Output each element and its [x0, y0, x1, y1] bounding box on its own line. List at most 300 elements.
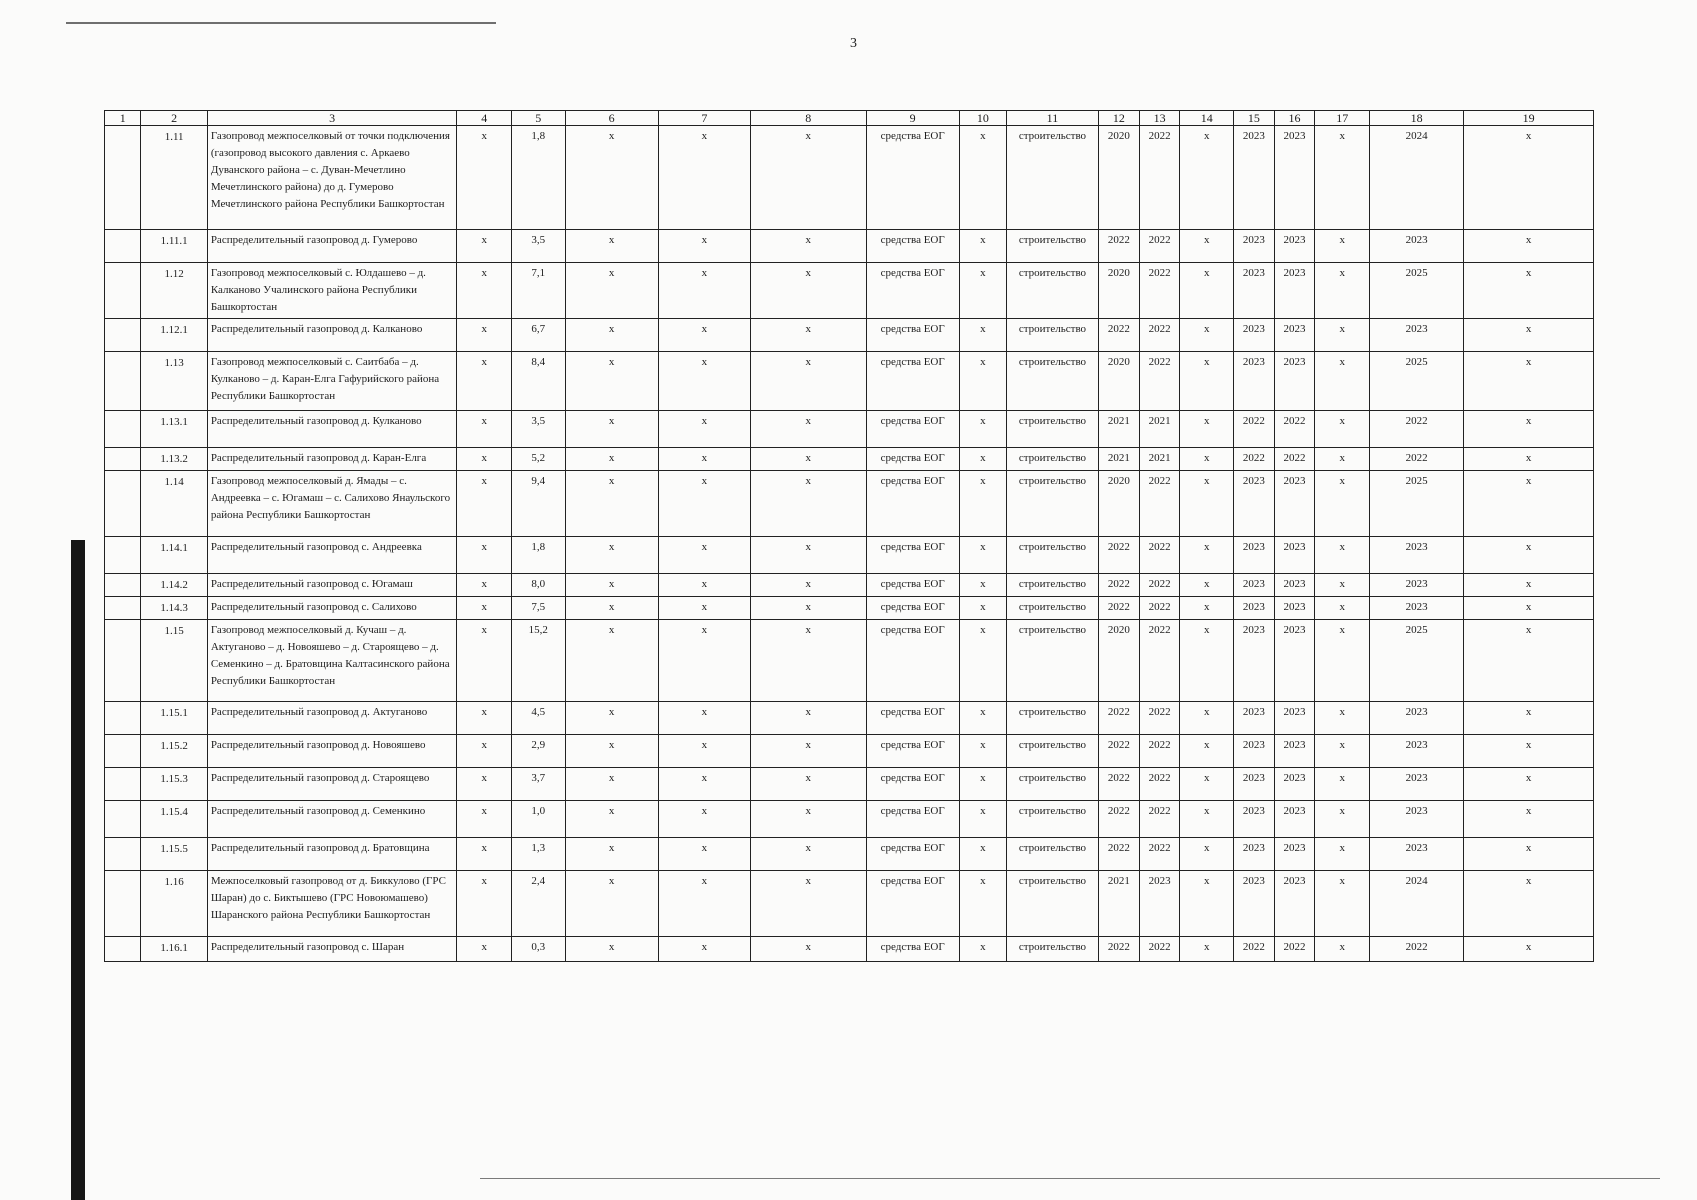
table-cell: x: [1464, 937, 1594, 962]
table-cell: 2023: [1274, 352, 1315, 411]
page-number: 3: [850, 36, 857, 51]
table-cell: x: [658, 838, 750, 871]
row-description-cell: Газопровод межпоселковый д. Кучаш – д. Актуганово – д. Новояшево – д. Староящево – д. Семенкино – д. Братовщина Калтасинского района Республики Башкортостан: [207, 620, 457, 702]
table-row: [105, 448, 1594, 471]
table-cell: 2023: [1274, 597, 1315, 620]
table-cell: x: [658, 230, 750, 263]
table-cell: x: [457, 448, 512, 471]
table-cell: строительство: [1006, 574, 1098, 597]
table-cell: x: [658, 768, 750, 801]
table-cell: x: [959, 735, 1006, 768]
table-cell: 2022: [1139, 126, 1180, 230]
table-cell: средства ЕОГ: [866, 319, 959, 352]
table-cell: x: [750, 574, 866, 597]
row-code-cell: 1.13.2: [141, 448, 207, 471]
table-cell: x: [457, 597, 512, 620]
table-cell: строительство: [1006, 411, 1098, 448]
table-cell: x: [658, 263, 750, 319]
row-description-cell: Газопровод межпоселковый с. Юлдашево – д. Калканово Учалинского района Республики Башкортостан: [207, 263, 457, 319]
table-cell: [105, 263, 141, 319]
table-cell: x: [1180, 871, 1234, 937]
row-code-cell: 1.15.3: [141, 768, 207, 801]
column-header: 12: [1099, 111, 1140, 126]
table-cell: x: [565, 620, 658, 702]
table-cell: [105, 838, 141, 871]
column-header: 1: [105, 111, 141, 126]
row-code-cell: 1.16.1: [141, 937, 207, 962]
table-cell: 2025: [1370, 620, 1464, 702]
table-row: [105, 411, 1594, 448]
table-cell: x: [457, 537, 512, 574]
table-cell: x: [457, 735, 512, 768]
table-cell: 2023: [1274, 574, 1315, 597]
table-cell: x: [565, 471, 658, 537]
table-cell: x: [750, 411, 866, 448]
table-row: [105, 937, 1594, 962]
table-cell: строительство: [1006, 230, 1098, 263]
table-cell: x: [1464, 871, 1594, 937]
row-description-cell: Распределительный газопровод д. Кулканово: [207, 411, 457, 448]
table-cell: 2023: [1233, 471, 1274, 537]
table-cell: [105, 574, 141, 597]
table-cell: x: [959, 230, 1006, 263]
table-cell: строительство: [1006, 448, 1098, 471]
table-cell: [105, 126, 141, 230]
table-cell: x: [1464, 574, 1594, 597]
table-cell: 2023: [1139, 871, 1180, 937]
table-cell: x: [658, 620, 750, 702]
table-cell: средства ЕОГ: [866, 352, 959, 411]
table-cell: строительство: [1006, 768, 1098, 801]
table-cell: x: [1315, 838, 1370, 871]
table-cell: x: [750, 471, 866, 537]
table-cell: x: [565, 597, 658, 620]
table-cell: x: [959, 319, 1006, 352]
row-description-cell: Распределительный газопровод с. Андреевка: [207, 537, 457, 574]
table-cell: средства ЕОГ: [866, 768, 959, 801]
table-cell: строительство: [1006, 537, 1098, 574]
table-cell: 3,5: [512, 411, 566, 448]
table-cell: 2023: [1233, 801, 1274, 838]
table-cell: x: [457, 263, 512, 319]
table-row: [105, 871, 1594, 937]
table-cell: 2,9: [512, 735, 566, 768]
table-cell: x: [959, 871, 1006, 937]
table-cell: x: [565, 801, 658, 838]
row-description-cell: Распределительный газопровод д. Семенкино: [207, 801, 457, 838]
table-cell: 2023: [1274, 537, 1315, 574]
table-cell: 2025: [1370, 263, 1464, 319]
table-cell: 2021: [1139, 411, 1180, 448]
table-cell: [105, 319, 141, 352]
table-row: [105, 574, 1594, 597]
table-cell: x: [1315, 871, 1370, 937]
table-row: [105, 620, 1594, 702]
table-cell: строительство: [1006, 126, 1098, 230]
table-cell: 2023: [1370, 319, 1464, 352]
row-description-cell: Межпоселковый газопровод от д. Биккулово (ГРС Шаран) до с. Биктышево (ГРС Новоюмашево) Шаранского района Республики Башкортостан: [207, 871, 457, 937]
table-row: [105, 838, 1594, 871]
table-cell: 2022: [1139, 230, 1180, 263]
gas-pipeline-table: [104, 110, 1594, 962]
table-cell: x: [1315, 448, 1370, 471]
table-cell: 2023: [1233, 871, 1274, 937]
table-cell: строительство: [1006, 352, 1098, 411]
table-cell: 2022: [1370, 448, 1464, 471]
table-row: [105, 471, 1594, 537]
table-cell: x: [1180, 448, 1234, 471]
table-cell: x: [1315, 597, 1370, 620]
table-cell: 3,7: [512, 768, 566, 801]
table-cell: 2022: [1099, 838, 1140, 871]
table-cell: 2022: [1274, 937, 1315, 962]
table-cell: 2023: [1233, 537, 1274, 574]
table-cell: 2024: [1370, 871, 1464, 937]
table-cell: x: [658, 448, 750, 471]
table-cell: 9,4: [512, 471, 566, 537]
table-cell: x: [1180, 352, 1234, 411]
row-code-cell: 1.14.1: [141, 537, 207, 574]
table-cell: 2023: [1370, 230, 1464, 263]
table-cell: x: [959, 838, 1006, 871]
table-cell: x: [1180, 319, 1234, 352]
table-cell: [105, 352, 141, 411]
table-cell: x: [1180, 411, 1234, 448]
table-cell: 2020: [1099, 352, 1140, 411]
table-cell: x: [565, 352, 658, 411]
table-cell: x: [565, 411, 658, 448]
table-cell: x: [750, 319, 866, 352]
table-cell: x: [959, 620, 1006, 702]
table-cell: x: [1464, 537, 1594, 574]
table-cell: [105, 768, 141, 801]
table-cell: 1,0: [512, 801, 566, 838]
table-cell: 2023: [1274, 871, 1315, 937]
table-cell: средства ЕОГ: [866, 702, 959, 735]
table-cell: 2021: [1099, 871, 1140, 937]
table-cell: x: [1464, 126, 1594, 230]
table-cell: x: [1464, 471, 1594, 537]
table-cell: [105, 937, 141, 962]
table-cell: x: [750, 352, 866, 411]
table-cell: 6,7: [512, 319, 566, 352]
table-cell: x: [750, 871, 866, 937]
table-cell: x: [750, 838, 866, 871]
table-row: [105, 230, 1594, 263]
table-cell: строительство: [1006, 735, 1098, 768]
table-row: [105, 735, 1594, 768]
table-cell: x: [1315, 801, 1370, 838]
table-cell: x: [1464, 263, 1594, 319]
table-cell: 2022: [1139, 937, 1180, 962]
table-cell: x: [1464, 230, 1594, 263]
table-cell: 2023: [1274, 768, 1315, 801]
table-cell: средства ЕОГ: [866, 937, 959, 962]
table-cell: 2023: [1274, 126, 1315, 230]
table-cell: средства ЕОГ: [866, 126, 959, 230]
column-header: 15: [1233, 111, 1274, 126]
table-cell: [105, 471, 141, 537]
table-cell: 2024: [1370, 126, 1464, 230]
table-cell: строительство: [1006, 838, 1098, 871]
table-cell: x: [565, 768, 658, 801]
table-cell: x: [750, 597, 866, 620]
table-cell: x: [1315, 620, 1370, 702]
row-code-cell: 1.14.2: [141, 574, 207, 597]
table-cell: 2023: [1370, 574, 1464, 597]
row-code-cell: 1.12.1: [141, 319, 207, 352]
table-cell: x: [565, 537, 658, 574]
table-cell: средства ЕОГ: [866, 537, 959, 574]
row-code-cell: 1.15.1: [141, 702, 207, 735]
table-cell: x: [658, 352, 750, 411]
table-cell: 2023: [1233, 230, 1274, 263]
table-cell: x: [1180, 537, 1234, 574]
table-cell: x: [457, 230, 512, 263]
table-cell: средства ЕОГ: [866, 801, 959, 838]
table-cell: x: [658, 411, 750, 448]
table-cell: 2023: [1233, 735, 1274, 768]
table-row: [105, 801, 1594, 838]
table-cell: 2020: [1099, 471, 1140, 537]
table-cell: x: [1315, 471, 1370, 537]
table-cell: x: [1315, 263, 1370, 319]
table-cell: x: [959, 597, 1006, 620]
table-cell: x: [565, 838, 658, 871]
table-cell: 2022: [1139, 352, 1180, 411]
table-cell: 2023: [1274, 838, 1315, 871]
table-cell: 8,0: [512, 574, 566, 597]
table-cell: 2023: [1370, 702, 1464, 735]
table-cell: x: [457, 411, 512, 448]
row-description-cell: Распределительный газопровод д. Каран-Елга: [207, 448, 457, 471]
table-cell: x: [750, 230, 866, 263]
table-cell: 2022: [1370, 411, 1464, 448]
table-cell: 2023: [1370, 735, 1464, 768]
row-code-cell: 1.14.3: [141, 597, 207, 620]
table-cell: 8,4: [512, 352, 566, 411]
table-cell: x: [1180, 801, 1234, 838]
row-description-cell: Распределительный газопровод д. Актуганово: [207, 702, 457, 735]
table-cell: 2021: [1139, 448, 1180, 471]
table-cell: x: [1315, 352, 1370, 411]
table-cell: x: [1315, 574, 1370, 597]
table-row: [105, 263, 1594, 319]
table-body: [105, 126, 1594, 962]
table-cell: x: [565, 448, 658, 471]
table-cell: 2023: [1274, 702, 1315, 735]
table-cell: 2021: [1099, 411, 1140, 448]
column-header: 18: [1370, 111, 1464, 126]
table-cell: 2022: [1274, 448, 1315, 471]
table-cell: x: [658, 319, 750, 352]
table-cell: 15,2: [512, 620, 566, 702]
row-description-cell: Распределительный газопровод д. Гумерово: [207, 230, 457, 263]
table-cell: 2023: [1370, 537, 1464, 574]
row-code-cell: 1.14: [141, 471, 207, 537]
table-cell: x: [750, 937, 866, 962]
table-cell: средства ЕОГ: [866, 735, 959, 768]
table-cell: 4,5: [512, 702, 566, 735]
table-row: [105, 126, 1594, 230]
table-cell: x: [457, 801, 512, 838]
table-cell: 2022: [1370, 937, 1464, 962]
row-code-cell: 1.16: [141, 871, 207, 937]
table-cell: строительство: [1006, 319, 1098, 352]
table-cell: x: [1315, 768, 1370, 801]
table-cell: x: [1464, 352, 1594, 411]
table-cell: 2,4: [512, 871, 566, 937]
table-cell: строительство: [1006, 620, 1098, 702]
table-cell: x: [1315, 126, 1370, 230]
row-code-cell: 1.11: [141, 126, 207, 230]
table-cell: 1,8: [512, 126, 566, 230]
table-cell: x: [959, 263, 1006, 319]
scan-artifact-top-line: [66, 22, 496, 24]
table-cell: x: [750, 702, 866, 735]
table-cell: [105, 537, 141, 574]
table-cell: x: [1315, 735, 1370, 768]
table-cell: x: [1315, 411, 1370, 448]
table-cell: 2022: [1139, 537, 1180, 574]
column-header: 17: [1315, 111, 1370, 126]
table-cell: средства ЕОГ: [866, 411, 959, 448]
table-cell: x: [959, 937, 1006, 962]
column-header: 9: [866, 111, 959, 126]
table-cell: x: [959, 352, 1006, 411]
column-header: 10: [959, 111, 1006, 126]
table-cell: 2020: [1099, 263, 1140, 319]
row-code-cell: 1.15.2: [141, 735, 207, 768]
table-cell: 2023: [1274, 263, 1315, 319]
table-cell: x: [750, 620, 866, 702]
table-cell: 3,5: [512, 230, 566, 263]
table-cell: [105, 620, 141, 702]
table-cell: x: [457, 937, 512, 962]
table-cell: x: [658, 735, 750, 768]
table-cell: x: [565, 735, 658, 768]
table-cell: x: [658, 471, 750, 537]
table-cell: 2023: [1370, 838, 1464, 871]
table-cell: x: [1315, 937, 1370, 962]
table-cell: 2022: [1139, 319, 1180, 352]
row-code-cell: 1.13: [141, 352, 207, 411]
table-cell: средства ЕОГ: [866, 871, 959, 937]
table-cell: 2022: [1139, 620, 1180, 702]
table-cell: x: [1180, 735, 1234, 768]
table-cell: x: [1464, 702, 1594, 735]
table-cell: 2022: [1139, 838, 1180, 871]
table-cell: 2023: [1274, 230, 1315, 263]
table-cell: x: [959, 126, 1006, 230]
table-cell: x: [1315, 702, 1370, 735]
row-description-cell: Газопровод межпоселковый д. Ямады – с. Андреевка – с. Югамаш – с. Салихово Янаульского района Республики Башкортостан: [207, 471, 457, 537]
table-cell: x: [1464, 411, 1594, 448]
row-code-cell: 1.12: [141, 263, 207, 319]
table-row: [105, 352, 1594, 411]
table-cell: 2022: [1139, 597, 1180, 620]
table-row: [105, 768, 1594, 801]
table-cell: x: [959, 768, 1006, 801]
row-code-cell: 1.15.5: [141, 838, 207, 871]
table-cell: средства ЕОГ: [866, 620, 959, 702]
scan-artifact-left-bar: [71, 540, 85, 1200]
table-cell: 2020: [1099, 126, 1140, 230]
table-cell: 2023: [1233, 319, 1274, 352]
table-cell: 5,2: [512, 448, 566, 471]
table-cell: x: [1180, 597, 1234, 620]
table-cell: 2022: [1099, 702, 1140, 735]
row-description-cell: Распределительный газопровод д. Новояшево: [207, 735, 457, 768]
table-cell: x: [1180, 230, 1234, 263]
table-cell: 2023: [1233, 838, 1274, 871]
table-cell: x: [1464, 448, 1594, 471]
table-cell: x: [750, 126, 866, 230]
table-cell: 2022: [1139, 471, 1180, 537]
table-cell: [105, 448, 141, 471]
table-cell: 2022: [1233, 937, 1274, 962]
table-cell: 2022: [1099, 230, 1140, 263]
column-header: 8: [750, 111, 866, 126]
table-cell: x: [1464, 597, 1594, 620]
table-cell: x: [565, 871, 658, 937]
table-cell: 2023: [1233, 126, 1274, 230]
table-cell: x: [565, 937, 658, 962]
table-cell: 2022: [1099, 735, 1140, 768]
table-row: [105, 537, 1594, 574]
table-cell: 2025: [1370, 471, 1464, 537]
table-cell: x: [750, 768, 866, 801]
table-cell: 2023: [1370, 768, 1464, 801]
table-cell: x: [457, 574, 512, 597]
table-cell: x: [565, 126, 658, 230]
table-cell: 2022: [1233, 411, 1274, 448]
table-cell: 2022: [1139, 735, 1180, 768]
table-cell: x: [457, 768, 512, 801]
table-cell: x: [959, 574, 1006, 597]
table-cell: x: [750, 801, 866, 838]
table-cell: 0,3: [512, 937, 566, 962]
table-cell: x: [457, 620, 512, 702]
column-header: 14: [1180, 111, 1234, 126]
table-cell: x: [565, 574, 658, 597]
row-description-cell: Распределительный газопровод с. Салихово: [207, 597, 457, 620]
table-cell: x: [750, 537, 866, 574]
table-cell: x: [959, 448, 1006, 471]
table-cell: 2022: [1274, 411, 1315, 448]
table-cell: x: [1464, 801, 1594, 838]
table-cell: x: [959, 471, 1006, 537]
table-cell: 7,1: [512, 263, 566, 319]
column-header: 19: [1464, 111, 1594, 126]
table-cell: x: [1180, 702, 1234, 735]
table-cell: x: [658, 537, 750, 574]
table-cell: x: [750, 448, 866, 471]
table-cell: 2022: [1233, 448, 1274, 471]
table-cell: 2022: [1139, 574, 1180, 597]
table-cell: 2022: [1099, 574, 1140, 597]
row-code-cell: 1.15: [141, 620, 207, 702]
table-cell: строительство: [1006, 871, 1098, 937]
table-cell: [105, 801, 141, 838]
row-code-cell: 1.11.1: [141, 230, 207, 263]
table-cell: строительство: [1006, 263, 1098, 319]
table-cell: x: [457, 471, 512, 537]
table-cell: 2023: [1274, 319, 1315, 352]
table-cell: x: [1180, 838, 1234, 871]
table-cell: x: [658, 126, 750, 230]
column-header: 3: [207, 111, 457, 126]
